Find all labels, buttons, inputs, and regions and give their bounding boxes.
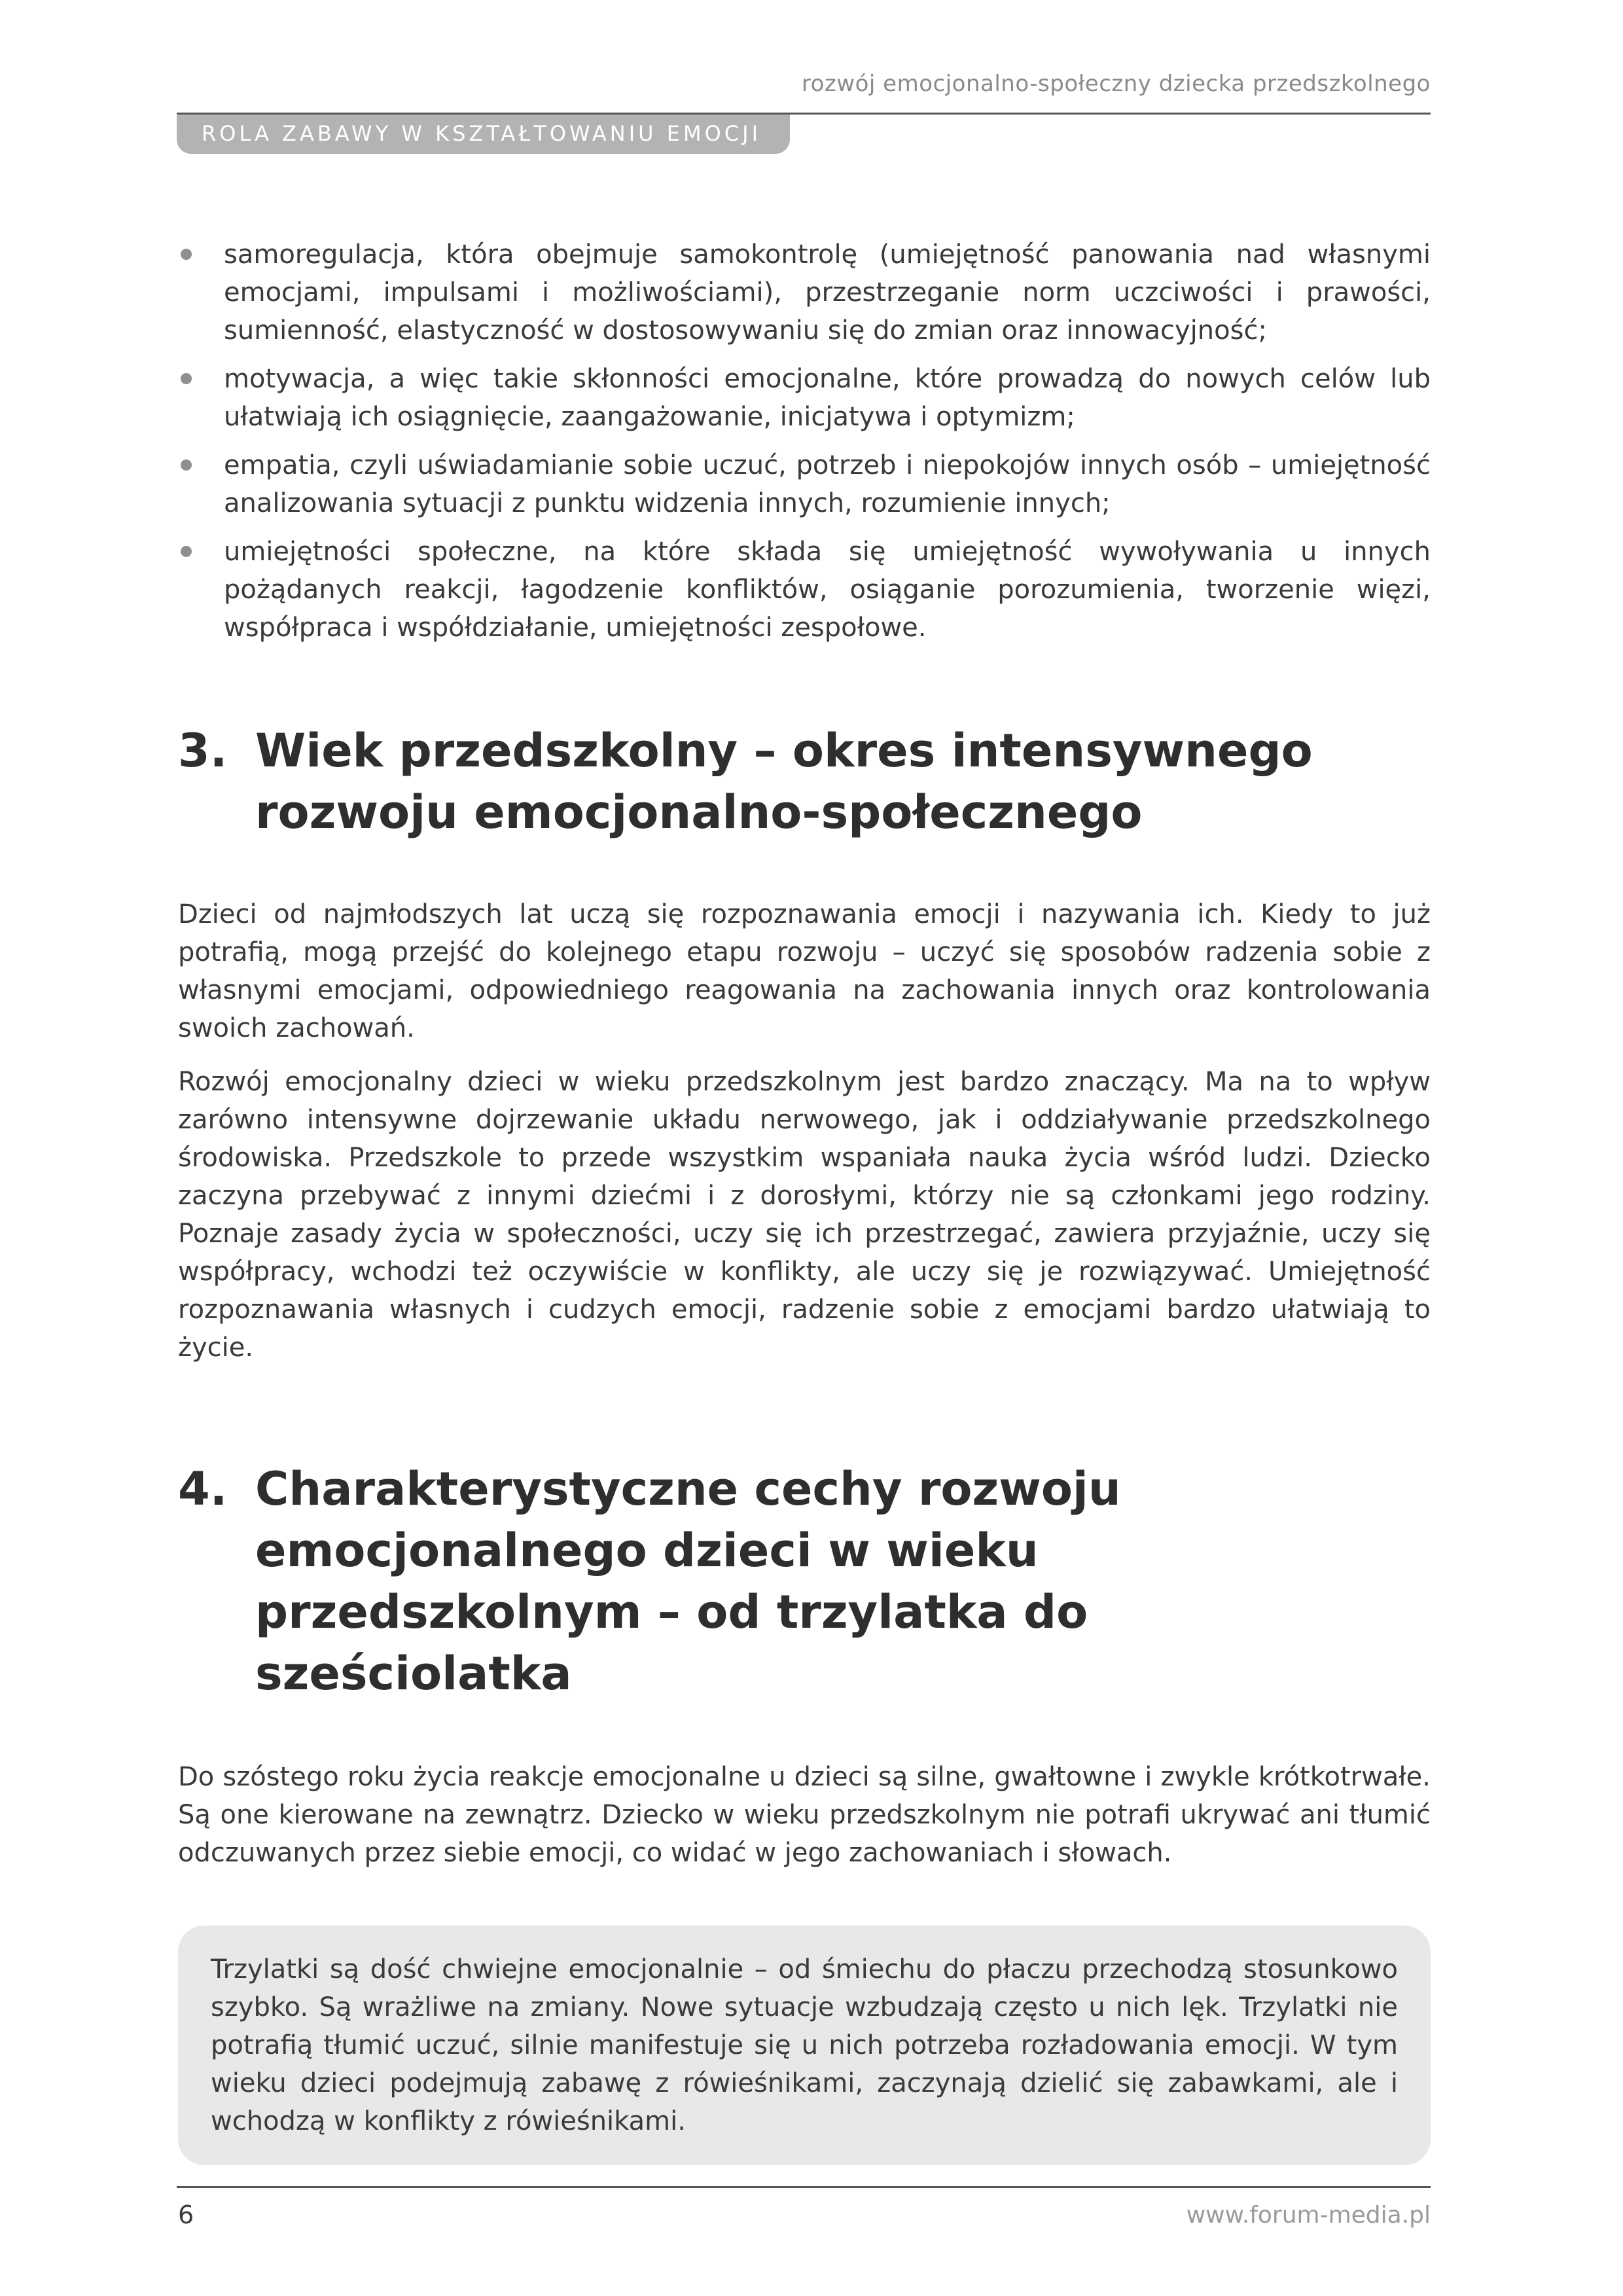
callout-box xyxy=(178,1926,1431,2165)
section-3-heading xyxy=(178,720,1407,843)
bullet-icon xyxy=(181,546,192,557)
page-number: 6 xyxy=(178,2200,194,2229)
section-tab: ROLA ZABAWY W KSZTAŁTOWANIU EMOCJI xyxy=(177,115,790,154)
running-header-title: rozwój emocjonalno-społeczny dziecka przedszkolnego xyxy=(801,71,1431,97)
section-4-paragraph: Do szóstego roku życia reakcje emocjonalne u dzieci są silne, gwałtowne i zwykle krótkotrwałe. Są one kierowane na zewnątrz. Dziecko w wieku przedszkolnym nie potrafi ukrywać ani tłumić odczuwanych przez siebie emocji, co widać w jego zachowaniach i słowach. xyxy=(178,1762,1431,1868)
list-item xyxy=(178,446,1431,522)
list-item xyxy=(178,533,1431,647)
bullet-icon xyxy=(181,459,192,471)
section-3-paragraph-2: Rozwój emocjonalny dzieci w wieku przedszkolnym jest bardzo znaczący. Ma na to wpływ zarówno intensywne dojrzewanie układu nerwowego, jak i oddziaływanie przedszkolnego środowiska. Przedszkole to przede wszystkim wspaniała nauka życia wśród ludzi. Dziecko zaczyna przebywać z innymi dziećmi i z dorosłymi, którzy nie są członkami jego rodziny. Poznaje zasady życia w społeczności, uczy się ich przestrzegać, zawiera przyjaźnie, uczy się współpracy, wchodzi też oczywiście w konflikty, ale uczy się je rozwiązywać. Umiejętność rozpoznawania własnych i cudzych emocji, radzenie sobie z emocjami bardzo ułatwiają to życie. xyxy=(178,1067,1431,1363)
list-item xyxy=(178,360,1431,436)
section-3-paragraph-1: Dzieci od najmłodszych lat uczą się rozpoznawania emocji i nazywania ich. Kiedy to już potrafią, mogą przejść do kolejnego etapu rozwoju – uczyć się sposobów radzenia sobie z własnymi emocjami, odpowiedniego reagowania na zachowania innych oraz kontrolowania swoich zachowań. xyxy=(178,899,1431,1043)
bullet-list xyxy=(178,236,1431,647)
list-item xyxy=(178,236,1431,350)
callout-text: Trzylatki są dość chwiejne emocjonalnie – od śmiechu do płaczu przechodzą stosunkowo szybko. Są wrażliwe na zmiany. Nowe sytuacje wzbudzają często u nich lęk. Trzylatki nie potrafią tłumić uczuć, silnie manifestuje się u nich potrzeba rozładowania emocji. W tym wieku dzieci podejmują zabawę z rówieśnikami, zaczynają dzielić się zabawkami, ale i wchodzą w konflikty z rówieśnikami. xyxy=(211,1954,1398,2136)
bullet-icon xyxy=(181,249,192,260)
list-item-text: samoregulacja, która obejmuje samokontrolę (umiejętność panowania nad własnymi emocjami, impulsami i możliwościami), przestrzeganie norm uczciwości i prawości, sumienność, elastyczność w dostosowywaniu się do zmian oraz innowacyjność; xyxy=(224,240,1431,346)
bullet-icon xyxy=(181,373,192,384)
website-link[interactable]: www.forum-media.pl xyxy=(1186,2202,1431,2229)
list-item-text: empatia, czyli uświadamianie sobie uczuć, potrzeb i niepokojów innych osób – umiejętność analizowania sytuacji z punktu widzenia innych, rozumienie innych; xyxy=(224,450,1431,518)
page-content xyxy=(178,236,1431,2165)
section-3-title: Wiek przedszkolny – okres intensywnego rozwoju emocjonalno-społecznego xyxy=(255,724,1313,839)
section-3-number: 3. xyxy=(178,724,228,778)
footer-divider xyxy=(177,2186,1431,2188)
list-item-text: umiejętności społeczne, na które składa się umiejętność wywoływania u innych pożądanych reakcji, łagodzenie konfliktów, osiąganie porozumienia, tworzenie więzi, współpraca i współdziałanie, umiejętności zespołowe. xyxy=(224,537,1431,643)
list-item-text: motywacja, a więc takie skłonności emocjonalne, które prowadzą do nowych celów lub ułatwiają ich osiągnięcie, zaangażowanie, inicjatywa i optymizm; xyxy=(224,364,1431,432)
section-4-heading xyxy=(178,1458,1420,1704)
section-4-title: Charakterystyczne cechy rozwoju emocjonalnego dzieci w wieku przedszkolnym – od trzylatka do sześciolatka xyxy=(255,1462,1121,1700)
section-4-number: 4. xyxy=(178,1462,228,1516)
